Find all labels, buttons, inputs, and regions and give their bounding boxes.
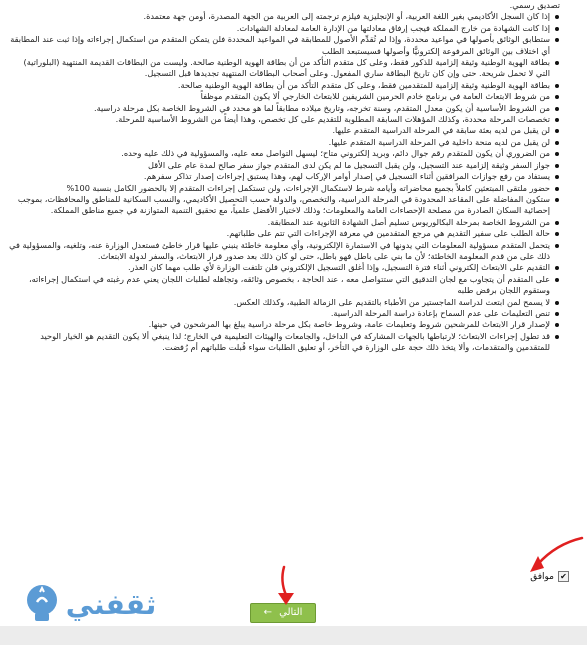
term-item: من شروط الابتعاث العامة في برنامج خادم الحرمين الشريفين للابتعاث الخارجي ألا يكون المتقدم موظفاً [8, 91, 560, 102]
term-item: يتحمل المتقدم مسؤولية المعلومات التي يدونها في الاستمارة الإلكترونية، وأي معلومة خاطئة ينبني عليها قرار خاطئ فستعدل الوزارة عنه، وتلغيه، والمسؤولية في ذلك على من قدم المعلومة الخاطئة؛ لأن ما بني على باطل فهو باطل، حتى لو كان ذلك بعد صدور قرار الابتعاث، والسفر لدولة الابتعاث. [8, 240, 560, 263]
next-button[interactable] [250, 603, 316, 623]
lightbulb-icon [24, 582, 60, 626]
terms-panel [4, 0, 570, 600]
site-logo [10, 576, 170, 632]
term-item: ستكون المفاضلة على المقاعد المحدودة في المرحلة الدراسية، والتخصص، والدولة حسب التحصيل الأكاديمي، والنسب السكانية للمناطق والمحافظات، بموجب إحصائية السكان الصادرة من مصلحة الإحصاءات العامة والمعلومات؛ وذلك لاختيار الأفضل علمياً، مع تحقيق التنمية المتوازنة في جميع مناطق المملكة. [8, 194, 560, 217]
term-item: من الشروط الخاصة بمرحلة البكالوريوس تسليم أصل الشهادة الثانوية عند المطابقة. [8, 217, 560, 228]
term-item: يستفاد من رفع جوازات المرافقين أثناء التسجيل في إصدار أوامر الإركاب لهم، وهذا يستبق إجراءات إصدار تذاكر سفرهم. [8, 171, 560, 182]
term-item: ستطابق الوثائق بأصولها في مواعيد محددة، وإذا لم تُقدِّم الأصول للمطابقة في المواعيد المحددة فلن يتمكن المتقدم من استكمال إجراءاته وإذا ثبت عند المطابقة أي اختلاف بين الوثائق المرفوعة إلكترونيًّا وأصولها فسيستبعد الطلب [8, 34, 560, 57]
term-item: حضور ملتقى المبتعثين كاملاً بجميع محاضراته وأيامه شرط لاستكمال الإجراءات، ولن تستكمل إجراءات المتقدم إلا بالحضور الكامل بنسبة 100% [8, 183, 560, 194]
term-item: من الضروري أن يكون للمتقدم رقم جوال دائم، وبريد إلكتروني متاح؛ ليسهل التواصل معه عليه، والمسؤولية في ذلك عليه وحده. [8, 148, 560, 159]
term-item: تنص التعليمات على عدم السماح بإعادة دراسة المرحلة الدراسية. [8, 308, 560, 319]
logo-text: ثقفني [65, 587, 157, 621]
next-button-label: التالي [279, 607, 303, 618]
term-item: تصديق رسمي. [509, 0, 560, 10]
term-item: إذا كانت الشهادة من خارج المملكة فيجب إرفاق معادلتها من الإدارة العامة لمعادلة الشهادات. [8, 23, 560, 34]
term-item: لن يقبل من لديه بعثة سابقة في المرحلة الدراسية المتقدم عليها. [8, 125, 560, 136]
term-item: جواز السفر وثيقة إلزامية عند التسجيل، ولن يقبل التسجيل ما لم يكن لدى المتقدم جواز سفر صالح لمدة عام على الأقل [8, 160, 560, 171]
term-item: لا يسمح لمن ابتعث لدراسة الماجستير من الأطباء بالتقديم على الزمالة الطبية، وكذلك العكس. [8, 297, 560, 308]
term-item: لإصدار قرار الابتعاث للمرشحين شروط وتعليمات عامة، وشروط خاصة بكل مرحلة دراسية يبلغ بها المرشحون في حينها. [8, 319, 560, 330]
agree-label: موافق [530, 571, 554, 582]
term-item: قد تطول إجراءات الابتعاث؛ لارتباطها بالجهات المشاركة في الداخل، والجامعات والهيئات التعليمية في الخارج؛ لذا ينبغي ألا يكون التقديم هو الخيار الوحيد للمتقدمين والمتقدمات، وألا يتخذ ذلك حجة على الوزارة في التأخر، أو تعليق الطلبات سواء قُبلت طلباتهم أم رُفضت. [8, 331, 560, 354]
term-item: بطاقة الهوية الوطنية وثيقة إلزامية للذكور فقط، وعلى كل متقدم التأكد من أن بطاقة الهوية الوطنية صالحة. وليست من البطاقات القديمة المنتهية (البلوراتية) التي لا تحمل شريحة. حتى وإن كان تاريخ البطاقة ساري المفعول. وعلى أصحاب البطاقات المنتهية تجديدها قبل التسجيل. [8, 57, 560, 80]
footer-band [0, 626, 587, 645]
term-item: إذا كان السجل الأكاديمي بغير اللغة العربية، أو الإنجليزية فيلزم ترجمته إلى العربية من الجهة المصدرة، أومن جهة معتمدة. [8, 11, 560, 22]
term-item: بطاقة الهوية الوطنية وثيقة إلزامية للمتقدمين فقط، وعلى كل متقدم التأكد من أن بطاقة الهوية الوطنية صالحة. [8, 80, 560, 91]
terms-list [4, 0, 570, 354]
term-item: حالة الطلب على سفير التقديم هي مرجع المتقدمين في معرفة الإجراءات التي تتم على طلباتهم. [8, 228, 560, 239]
arrow-left-icon: ← [263, 607, 272, 618]
term-item: لن يقبل من لديه منحة داخلية في المرحلة الدراسية المتقدم عليها. [8, 137, 560, 148]
term-item: على المتقدم أن يتجاوب مع لجان التدقيق التي ستتواصل معه ، عند الحاجة ، بخصوص وثائقه، وتجاهله لطلبات اللجان يعني عدم رغبته في استكمال إجراءاته، وستقوم اللجان برفض طلبه [8, 274, 560, 297]
term-item: التقديم على الابتعاث إلكتروني أثناء فترة التسجيل، وإذا أغلق التسجيل الإلكتروني فلن تلتفت الوزارة لأي طلب مهما كان العذر. [8, 262, 560, 273]
agree-checkbox-row[interactable] [530, 571, 569, 582]
term-item: من الشروط الأساسية أن يكون معدل المتقدم، وسنة تخرجه، وتاريخ ميلاده مطابقاً لما هو محدد في الشروط الخاصة بكل مرحلة دراسية. [8, 103, 560, 114]
term-item: تخصصات المرحلة محددة، وكذلك المؤهلات السابقة المطلوبة للتقديم على كل تخصص، وهذا أيضاً من الشروط الأساسية للمرحلة. [8, 114, 560, 125]
agree-checkbox[interactable]: ✔ [558, 571, 569, 582]
